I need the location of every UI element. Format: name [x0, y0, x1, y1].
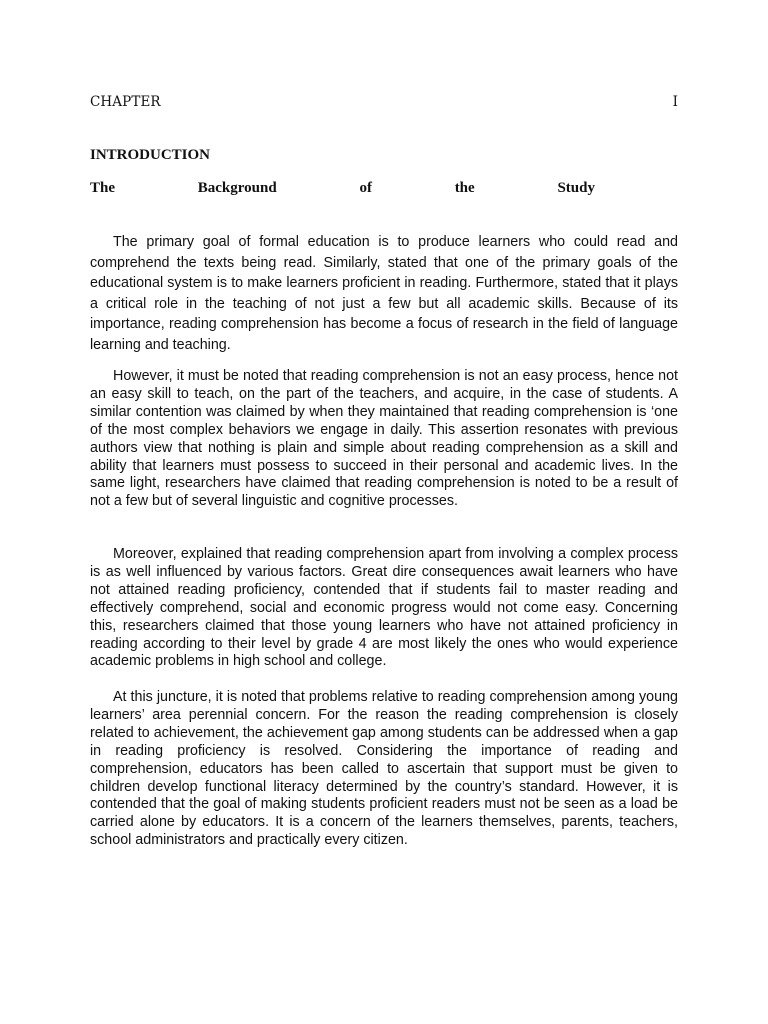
subheading-word: The [90, 180, 116, 196]
subheading-word: the [454, 180, 475, 196]
chapter-number: I [672, 94, 678, 110]
subheading-word: of [359, 180, 372, 196]
document-page [90, 0, 678, 1024]
chapter-header [90, 94, 678, 110]
body-paragraph: However, it must be noted that reading comprehension is not an easy process, hence not an easy skill to teach, on the part of the teachers, and acquire, in the case of students. A similar contention was claimed by when they maintained that reading comprehension is ‘one of the most complex behaviors we engage in daily. This assertion resonates with previous authors view that nothing is plain and simple about reading comprehension as a skill and ability that learners must possess to succeed in their personal and academic lives. In the same light, researchers have claimed that reading comprehension is noted to be a result of not a few but of several linguistic and cognitive processes. [90, 368, 678, 510]
subheading-word: Study [557, 180, 595, 196]
section-title: INTRODUCTION [90, 147, 211, 163]
subheading-word: Background [197, 180, 277, 196]
body-paragraph: The primary goal of formal education is to produce learners who could read and comprehend the texts being read. Similarly, stated that one of the primary goals of the educational system is to make learners proficient in reading. Furthermore, stated that it plays a critical role in the teaching of not just a few but all academic skills. Because of its importance, reading comprehension has become a focus of research in the field of language learning and teaching. [90, 234, 678, 353]
body-paragraph: Moreover, explained that reading comprehension apart from involving a complex process is as well influenced by various factors. Great dire consequences await learners who have not attained reading proficiency, contended that if students fail to master reading and effectively comprehend, social and economic progress would not come easy. Concerning this, researchers claimed that those young learners who have not attained proficiency in reading according to their level by grade 4 are most likely the ones who would experience academic problems in high school and college. [90, 546, 678, 670]
chapter-label: CHAPTER [90, 94, 161, 110]
subheading [90, 180, 595, 197]
body-paragraph: At this juncture, it is noted that problems relative to reading comprehension among young learners’ area perennial concern. For the reason the reading comprehension is closely related to achievement, the achievement gap among students can be addressed when a gap in reading proficiency is resolved. Considering the importance of reading and comprehension, educators has been called to ascertain that support must be given to children develop functional literacy determined by the country’s standard. However, it is contended that the goal of making students proficient readers must not be seen as a load be carried alone by educators. It is a concern of the learners themselves, parents, teachers, school administrators and practically every citizen. [90, 689, 678, 849]
